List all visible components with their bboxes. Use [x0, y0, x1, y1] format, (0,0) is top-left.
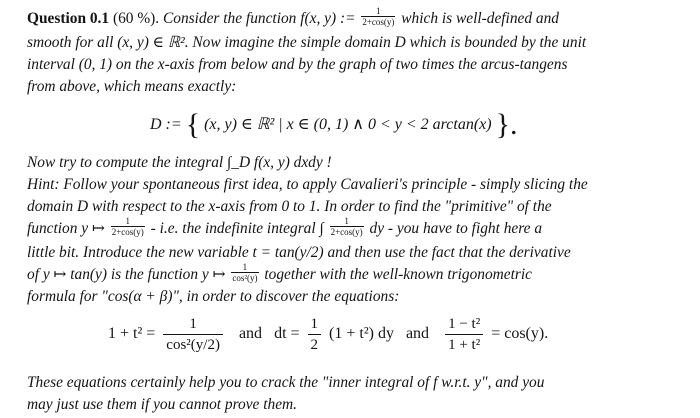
intro-line-2: smooth for all (x, y) ∈ ℝ². Now imagine the simple domain D which is bounded by the unit: [27, 34, 587, 51]
function-fraction: $\frac{1}{2+\cos(y)}$: [362, 5, 395, 27]
intro-line-4: from above, which means exactly:: [27, 78, 237, 95]
eq1-lhs: 1 + t² =: [108, 325, 156, 343]
eq-and-1: and: [238, 325, 263, 343]
eq2-lhs: dt =: [274, 325, 300, 343]
task-line-3: domain D with respect to the x-axis from 0 to 1. In order to find the "primitive" of the: [27, 198, 552, 215]
eq3-fraction: $\frac{\text{1 − t²}}{\text{1 + t²}}$: [445, 314, 483, 355]
eq2-fraction: $\frac{1}{2}$: [308, 314, 322, 355]
eq-and-2: and: [405, 325, 430, 343]
eq3-rhs: = cos(y).: [491, 325, 549, 343]
task-line-5: little bit. Introduce the new variable t = tan(y/2) and then use the fact that the derivative: [27, 244, 571, 261]
eq2-rhs: (1 + t²) dy: [329, 325, 394, 343]
domain-definition: [150, 108, 518, 142]
task-line-1: Now try to compute the integral ∫_D f(x, y) dxdy !: [27, 154, 332, 171]
task-line-2: Hint: Follow your spontaneous first idea, to apply Cavalieri's principle - simply slicing the: [27, 176, 588, 193]
task-line-4: function y ↦ $\frac{1}{2+\cos(y)}$ - i.e. the indefinite integral ∫ $\frac{1}{2+\cos(y)}$ dy - you have to fight here a: [27, 215, 543, 237]
task-fraction-2: $\frac{1}{2+\cos(y)}$: [330, 215, 363, 237]
task-fraction-3: $\frac{1}{\text{cos²(y)}}$: [232, 261, 258, 283]
question-percent: (60 %).: [112, 10, 160, 27]
closing-line-1: These equations certainly help you to crack the "inner integral of f w.r.t. y", and you: [27, 374, 545, 391]
task-line-7: formula for "cos(α + β)", in order to discover the equations:: [27, 288, 400, 305]
closing-line-2: may just use them if you cannot prove them.: [27, 396, 297, 413]
task-fraction-1: $\frac{1}{2+\cos(y)}$: [111, 215, 144, 237]
set-close-brace: }.: [495, 108, 518, 141]
set-open-brace: {: [185, 108, 201, 141]
domain-body: (x, y) ∈ ℝ² | x ∈ (0, 1) ∧ 0 < y < 2 arctan(x): [204, 116, 492, 133]
domain-lhs: D :=: [150, 116, 182, 133]
intro-line-3: interval (0, 1) on the x-axis from below and by the graph of two times the arcus-tangens: [27, 56, 568, 73]
task-line-6: of y ↦ tan(y) is the function y ↦ $\frac{1}{\text{cos²(y)}}$ together with the well-known trigonometric: [27, 261, 532, 283]
intro-text-2: which is well-defined and: [401, 10, 559, 27]
equations-display: [108, 314, 548, 355]
intro-text-1: Consider the function f(x, y) :=: [162, 10, 356, 27]
question-heading: Question 0.1: [27, 10, 110, 27]
intro-line-1: [27, 5, 677, 29]
eq1-fraction: $\frac{1}{\text{cos²(y/2)}}$: [163, 314, 223, 355]
